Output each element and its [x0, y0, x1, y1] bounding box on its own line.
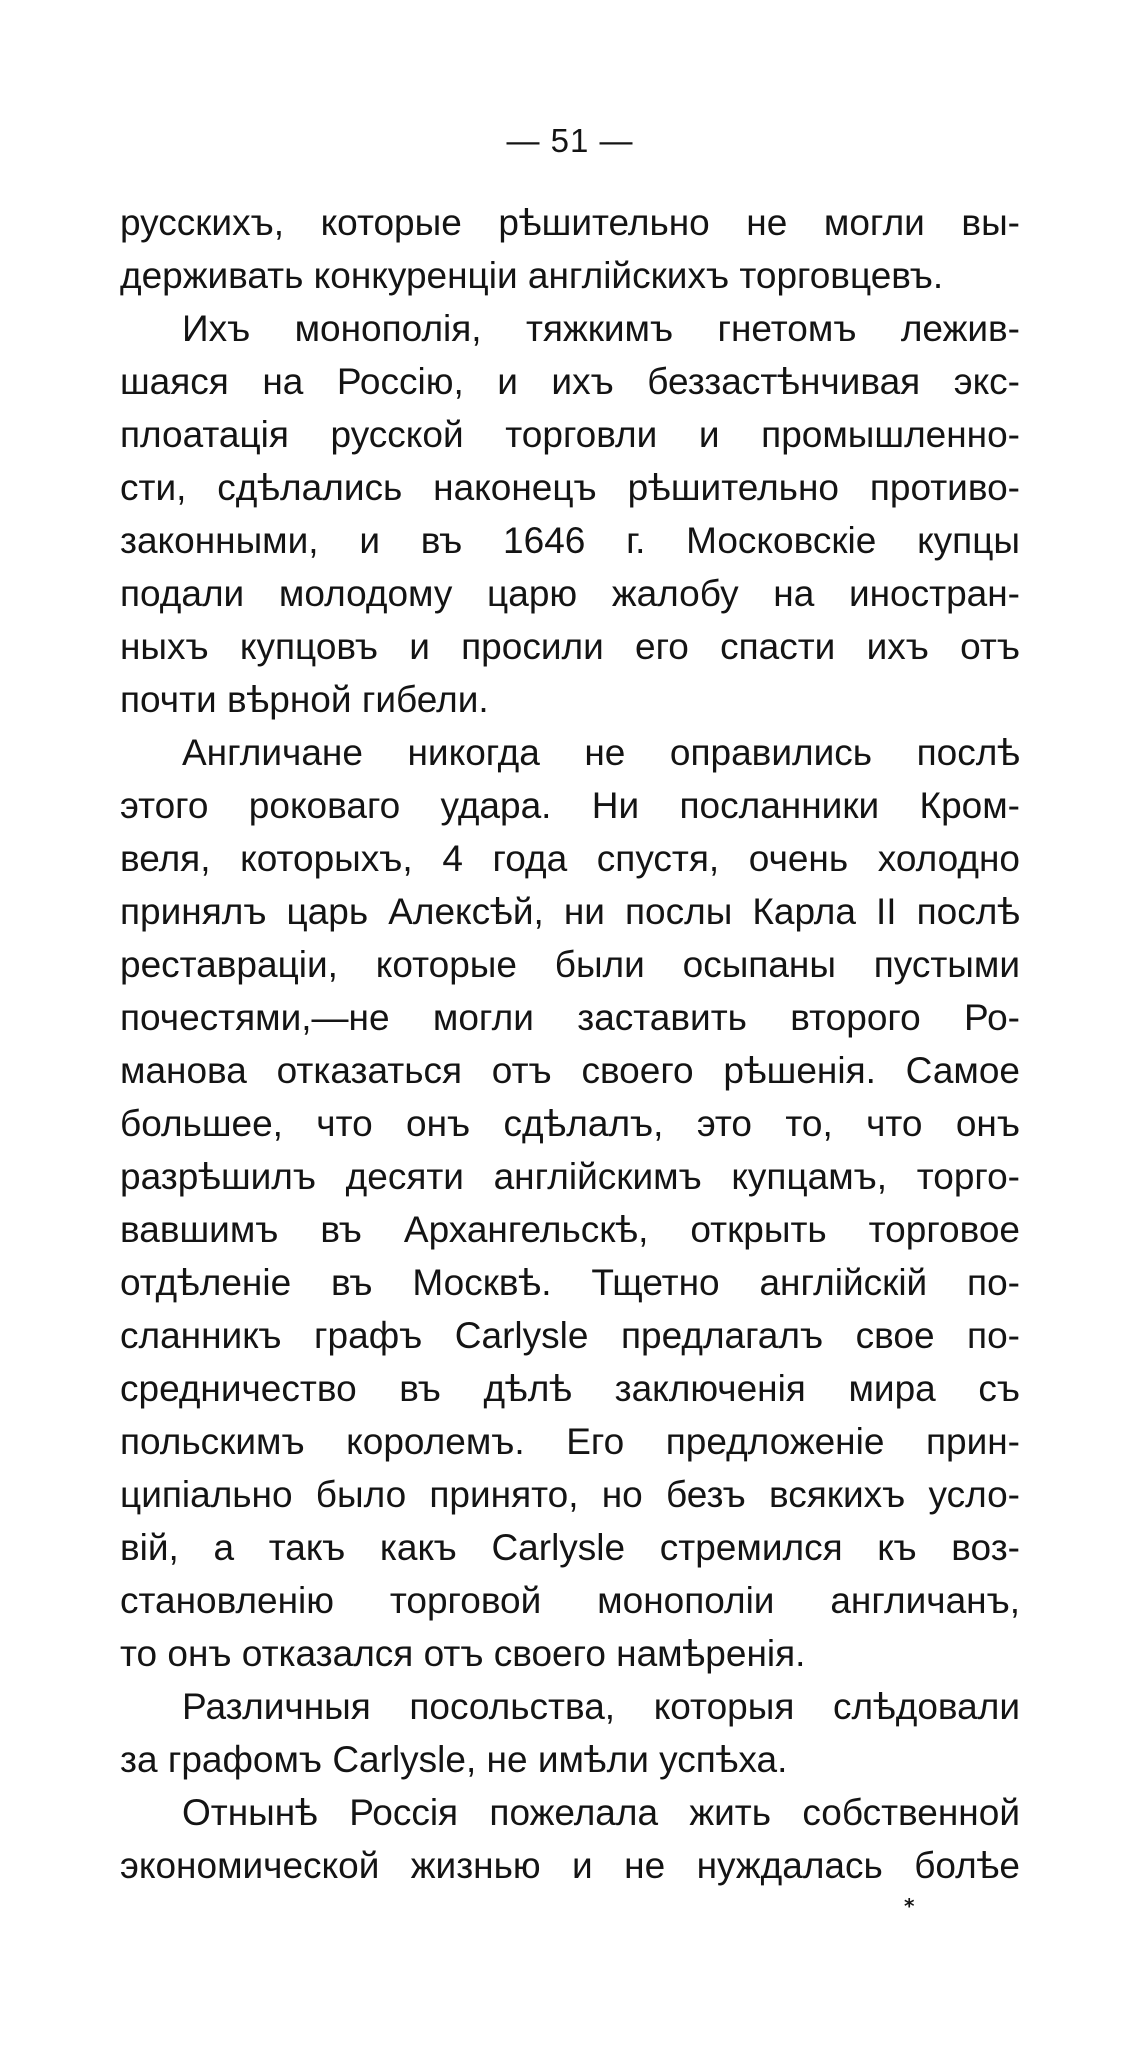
text-line: законными, и въ 1646 г. Московскіе купцы: [120, 520, 1020, 561]
paragraph: [120, 302, 1020, 726]
text-line: манова отказаться отъ своего рѣшенія. Самое: [120, 1050, 1020, 1091]
text-line: отдѣленіе въ Москвѣ. Тщетно англійскій по-: [120, 1262, 1020, 1303]
text-line: принялъ царь Алексѣй, ни послы Карла II послѣ: [120, 891, 1020, 932]
text-line: средничество въ дѣлѣ заключенія мира съ: [120, 1368, 1020, 1409]
text-line: шаяся на Россію, и ихъ беззастѣнчивая экс-: [120, 361, 1020, 402]
text-line: Различныя посольства, которыя слѣдовали: [182, 1686, 1020, 1727]
text-line: Англичане никогда не оправились послѣ: [182, 732, 1020, 773]
page-number: — 51 —: [506, 122, 634, 159]
text-line: сланникъ графъ Carlysle предлагалъ свое по-: [120, 1315, 1020, 1356]
text-line: разрѣшилъ десяти англійскимъ купцамъ, торго-: [120, 1156, 1020, 1197]
text-line: подали молодому царю жалобу на иностран-: [120, 573, 1020, 614]
text-line: реставраціи, которые были осыпаны пустыми: [120, 944, 1020, 985]
text-line: вавшимъ въ Архангельскѣ, открыть торговое: [120, 1209, 1020, 1250]
text-line: то онъ отказался отъ своего намѣренія.: [120, 1633, 806, 1674]
text-line: почестями,—не могли заставить второго Ро-: [120, 997, 1020, 1038]
text-line: вій, а такъ какъ Carlysle стремился къ воз-: [120, 1527, 1020, 1568]
text-line: Отнынѣ Россія пожелала жить собственной: [182, 1792, 1020, 1833]
text-line: русскихъ, которые рѣшительно не могли вы-: [120, 202, 1020, 243]
text-line: этого роковаго удара. Ни посланники Кром-: [120, 785, 1020, 826]
paragraph: [120, 1680, 1020, 1786]
text-line: большее, что онъ сдѣлалъ, это то, что онъ: [120, 1103, 1020, 1144]
text-line: становленію торговой монополіи англичанъ,: [120, 1580, 1020, 1621]
text-line: за графомъ Carlysle, не имѣли успѣха.: [120, 1739, 788, 1780]
signature-mark: *: [904, 1894, 915, 1918]
text-line: плоатація русской торговли и промышленно-: [120, 414, 1020, 455]
text-line: экономической жизнью и не нуждалась болѣе: [120, 1845, 1020, 1886]
paragraph: [120, 196, 1020, 302]
paragraph: [120, 1786, 1020, 1892]
text-line: ципіально было принято, но безъ всякихъ усло-: [120, 1474, 1020, 1515]
text-line: веля, которыхъ, 4 года спустя, очень холодно: [120, 838, 1020, 879]
text-line: держивать конкуренціи англійскихъ торговцевъ.: [120, 255, 944, 296]
text-line: почти вѣрной гибели.: [120, 679, 489, 720]
text-line: ныхъ купцовъ и просили его спасти ихъ отъ: [120, 626, 1020, 667]
text-line: сти, сдѣлались наконецъ рѣшительно противо-: [120, 467, 1020, 508]
paragraph: [120, 726, 1020, 1680]
body-text: [120, 196, 1020, 1892]
text-line: польскимъ королемъ. Его предложеніе прин-: [120, 1421, 1020, 1462]
text-line: Ихъ монополія, тяжкимъ гнетомъ лежив-: [182, 308, 1020, 349]
